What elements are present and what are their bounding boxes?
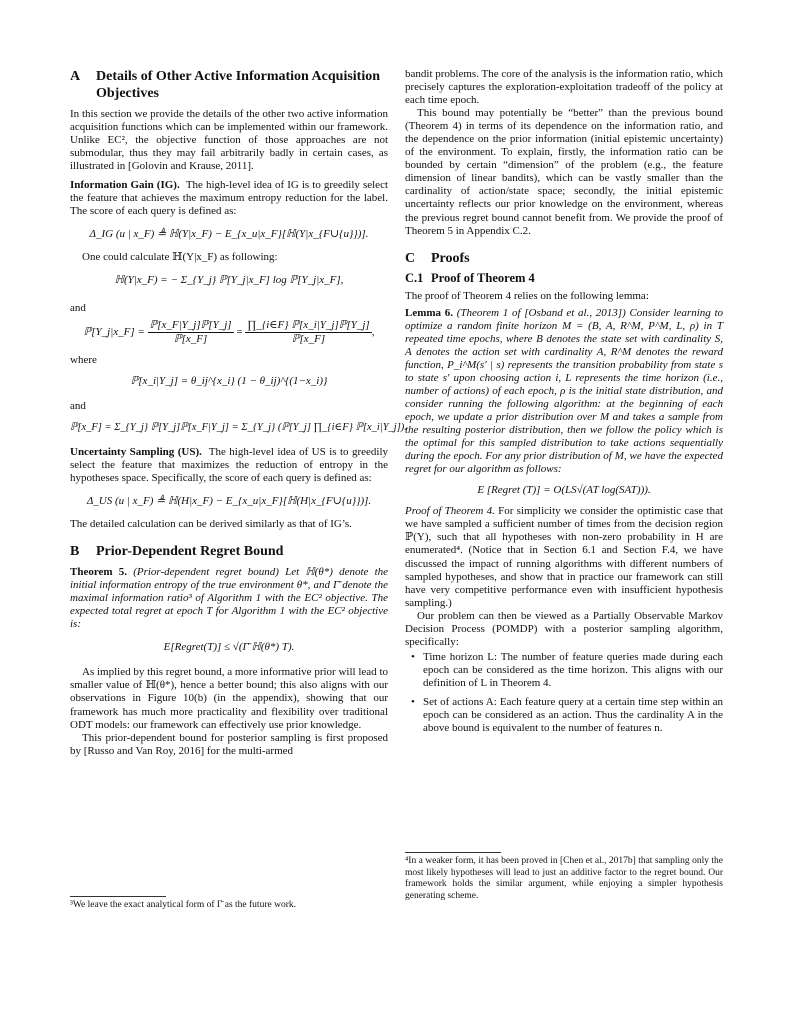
section-number: C	[405, 250, 416, 266]
section-title: Prior-Dependent Regret Bound	[96, 544, 284, 560]
equation: Δ_US (u | x_F) ≜ ℍ(H|x_F) − E_{x_u|x_F}[ℍ(H|x_{F∪{u}})].	[86, 494, 372, 507]
paragraph	[405, 307, 723, 477]
paragraph-text: The high-level idea of US is to greedily select the feature that maximizes the reduction of entropy in the hypotheses space. Specifically, the score of each query is defined as:	[70, 445, 388, 484]
run-in-heading: Information Gain (IG).	[70, 179, 180, 192]
paragraph: This prior-dependent bound for posterior sampling is first proposed by [Russo and Van Roy, 2016] for the multi-armed	[70, 731, 388, 757]
footnote-rule	[405, 852, 501, 853]
section-number: B	[70, 544, 80, 560]
paragraph: and	[70, 301, 86, 314]
section-title: Details of Other Active Information Acquisition Objectives	[96, 69, 381, 101]
numerator: ∏_{i∈F} ℙ[x_i|Y_j]ℙ[Y_j]	[245, 319, 371, 333]
footnote: ⁴In a weaker form, it has been proved in [Chen et al., 2017b] that sampling only the most likely hypotheses will lead to just an additive factor to the regret bound. Our framework holds the similar argument, while enjoying a simpler hypothesis generating scheme.	[405, 856, 723, 901]
denominator: ℙ[x_F]	[173, 332, 208, 345]
run-in-heading: Uncertainty Sampling (US).	[70, 445, 202, 458]
proof-text: For simplicity we consider the optimistic case that we have sampled a sufficient number of times from the decision region ℙ(Y), such that all hypotheses with non-zero probability in H are enumerated⁴. (Notice that in Section 6.1 and Section F.4, we have discussed the impact of running algorithms with different numbers of sampled hypotheses, and show that in practice our framework can still have very competitive performance even with insufficient hypothesis sampling.)	[405, 505, 724, 609]
paragraph	[405, 505, 723, 609]
theorem-text: (Prior-dependent regret bound) Let ℍ(θ*) denote the initial information entropy of the true environment θ*, and Γ̄ denote the maximal information ratio³ of Algorithm 1 with the EC² objective. The expected total regret at epoch T for Algorithm 1 with the EC² objective is:	[70, 566, 389, 631]
paragraph	[70, 566, 388, 631]
footnote-rule	[70, 896, 166, 897]
equation: ℙ[x_F] = Σ_{Y_j} ℙ[Y_j]ℙ[x_F|Y_j] = Σ_{Y_j} (ℙ[Y_j] ∏_{i∈F} ℙ[x_i|Y_j]).	[70, 421, 407, 433]
section-b-heading	[70, 543, 388, 560]
paragraph: As implied by this regret bound, a more informative prior will lead to smaller value of ℍ(θ*), hence a better bound; this also aligns with our observations in Figure 10(b) (in the appendix), showing that our framework has much more practicality and flexibility over traditional ODT models: our framework can effectively use prior knowledge.	[70, 666, 388, 731]
equation: E [Regret (T)] = O(LS√(AT log(SAT))).	[477, 484, 651, 497]
footnote: ³We leave the exact analytical form of Γ̄ as the future work.	[70, 900, 296, 910]
paragraph: In this section we provide the details of the other two active information acquisition functions which can be implemented within our framework. Unlike EC², the objective function of those approaches are not submodular, thus they may fail arbitrarily badly in certain cases, as illustrated in [Golovin and Krause, 2011].	[70, 108, 388, 173]
equation: E[Regret(T)] ≤ √(Γ̄ ℍ(θ*) T).	[163, 641, 295, 654]
paragraph: This bound may potentially be “better” than the previous bound (Theorem 4) in terms of its dependence on the information ratio, and the dependence on the prior information (initial epistemic uncertainty) of the environment. To explain, firstly, the information ratio can be bounded by certain “dimension” of the problem (e.g., the feature dimension of linear bandits), which can be vastly smaller than the cardinality of action/state space; secondly, the initial epistemic uncertainty reflects our prior knowledge on the environment, whereas the previous regret bound cannot benefit from. We provide the proof of Theorem 5 in Appendix C.2.	[405, 107, 723, 237]
eq-lhs: ℙ[Y_j|x_F] =	[83, 325, 145, 338]
numerator: ℙ[x_F|Y_j]ℙ[Y_j]	[148, 319, 234, 333]
paragraph: and	[70, 399, 86, 412]
equation: ℙ[Y_j|x_F] = $\frac{\text{ℙ[x\_F|Y\_j]ℙ[Y\_j]}}{\text{ℙ[x\_F]}}$ = $\frac{\text{∏\_\{i∈F\} ℙ[x\_i|Y\_j]ℙ[Y\_j]}}{\text{ℙ[x\_F]}}$ ,	[83, 318, 375, 345]
paragraph: The detailed calculation can be derived similarly as that of IG’s.	[70, 518, 352, 531]
fraction	[245, 319, 371, 346]
left-column	[70, 68, 407, 758]
equation: ℍ(Y|x_F) = − Σ_{Y_j} ℙ[Y_j|x_F] log ℙ[Y_j|x_F],	[114, 274, 344, 287]
list-item: • Time horizon L: The number of feature queries made during each epoch can be considered as the time horizon. This aligns with our definition of L in Theorem 4.	[423, 651, 723, 690]
section-number: A	[70, 69, 81, 84]
bullet-list	[405, 651, 723, 735]
subsection-title: Proof of Theorem 4	[431, 270, 535, 285]
right-column	[405, 68, 723, 741]
subsection-heading	[405, 271, 723, 286]
paragraph: where	[70, 353, 97, 366]
proof-label: Proof of Theorem 4.	[405, 505, 495, 518]
denominator: ℙ[x_F]	[291, 332, 326, 345]
paragraph: bandit problems. The core of the analysis is the information ratio, which precisely captures the exploration-exploitation tradeoff of the policy at each time epoch.	[405, 68, 723, 107]
lemma-label: Lemma 6.	[405, 306, 453, 319]
section-title: Proofs	[431, 250, 470, 266]
list-item: • Set of actions A: Each feature query at a certain time step within an epoch can be considered as an action. Thus the cardinality A in the above bound is equivalent to the number of features n.	[423, 696, 723, 735]
equation: ℙ[x_i|Y_j] = θ_ij^{x_i} (1 − θ_ij)^{(1−x_i)}	[130, 374, 328, 387]
paragraph	[70, 446, 388, 485]
lemma-text: (Theorem 1 of [Osband et al., 2013]) Consider learning to optimize a random finite horizon M = (B, A, R^M, P^M, L, ρ) in T repeated time epochs, where B denotes the state set with cardinality S, A denotes the action set with cardinality A, R^M denotes the reward function, P_i^M(s′ | s) represents the transition probability from state s to state s′ upon choosing action i, L represents the time horizon (i.e., number of actions) of each epoch, ρ is the initial state distribution, and consider running the following algorithm: at the beginning of each epoch, we update a prior distribution over M and takes a sample from the resulting posterior distribution, then we follow the policy which is the optimal for this sampled distribution to take actions sequentially during the epoch. For any prior distribution of M, we have the expected regret for our algorithm as follows:	[405, 306, 724, 476]
theorem-label: Theorem 5.	[70, 566, 127, 579]
paragraph: The proof of Theorem 4 relies on the following lemma:	[405, 289, 649, 302]
section-c-heading	[405, 250, 723, 267]
paragraph: One could calculate ℍ(Y|x_F) as following:	[82, 251, 278, 264]
paragraph	[70, 179, 388, 218]
subsection-number: C.1	[405, 270, 424, 285]
fraction	[148, 319, 234, 346]
paragraph: Our problem can then be viewed as a Partially Observable Markov Decision Process (POMDP) with a posterior sampling algorithm, specifically:	[405, 609, 723, 648]
section-a-heading	[70, 68, 388, 102]
equation: Δ_IG (u | x_F) ≜ ℍ(Y|x_F) − E_{x_u|x_F}[ℍ(Y|x_{F∪{u}})].	[89, 228, 369, 241]
paragraph-text: The high-level idea of IG is to greedily select the feature that achieves the maximum entropy reduction for the label. The score of each query is defined as:	[70, 179, 389, 218]
